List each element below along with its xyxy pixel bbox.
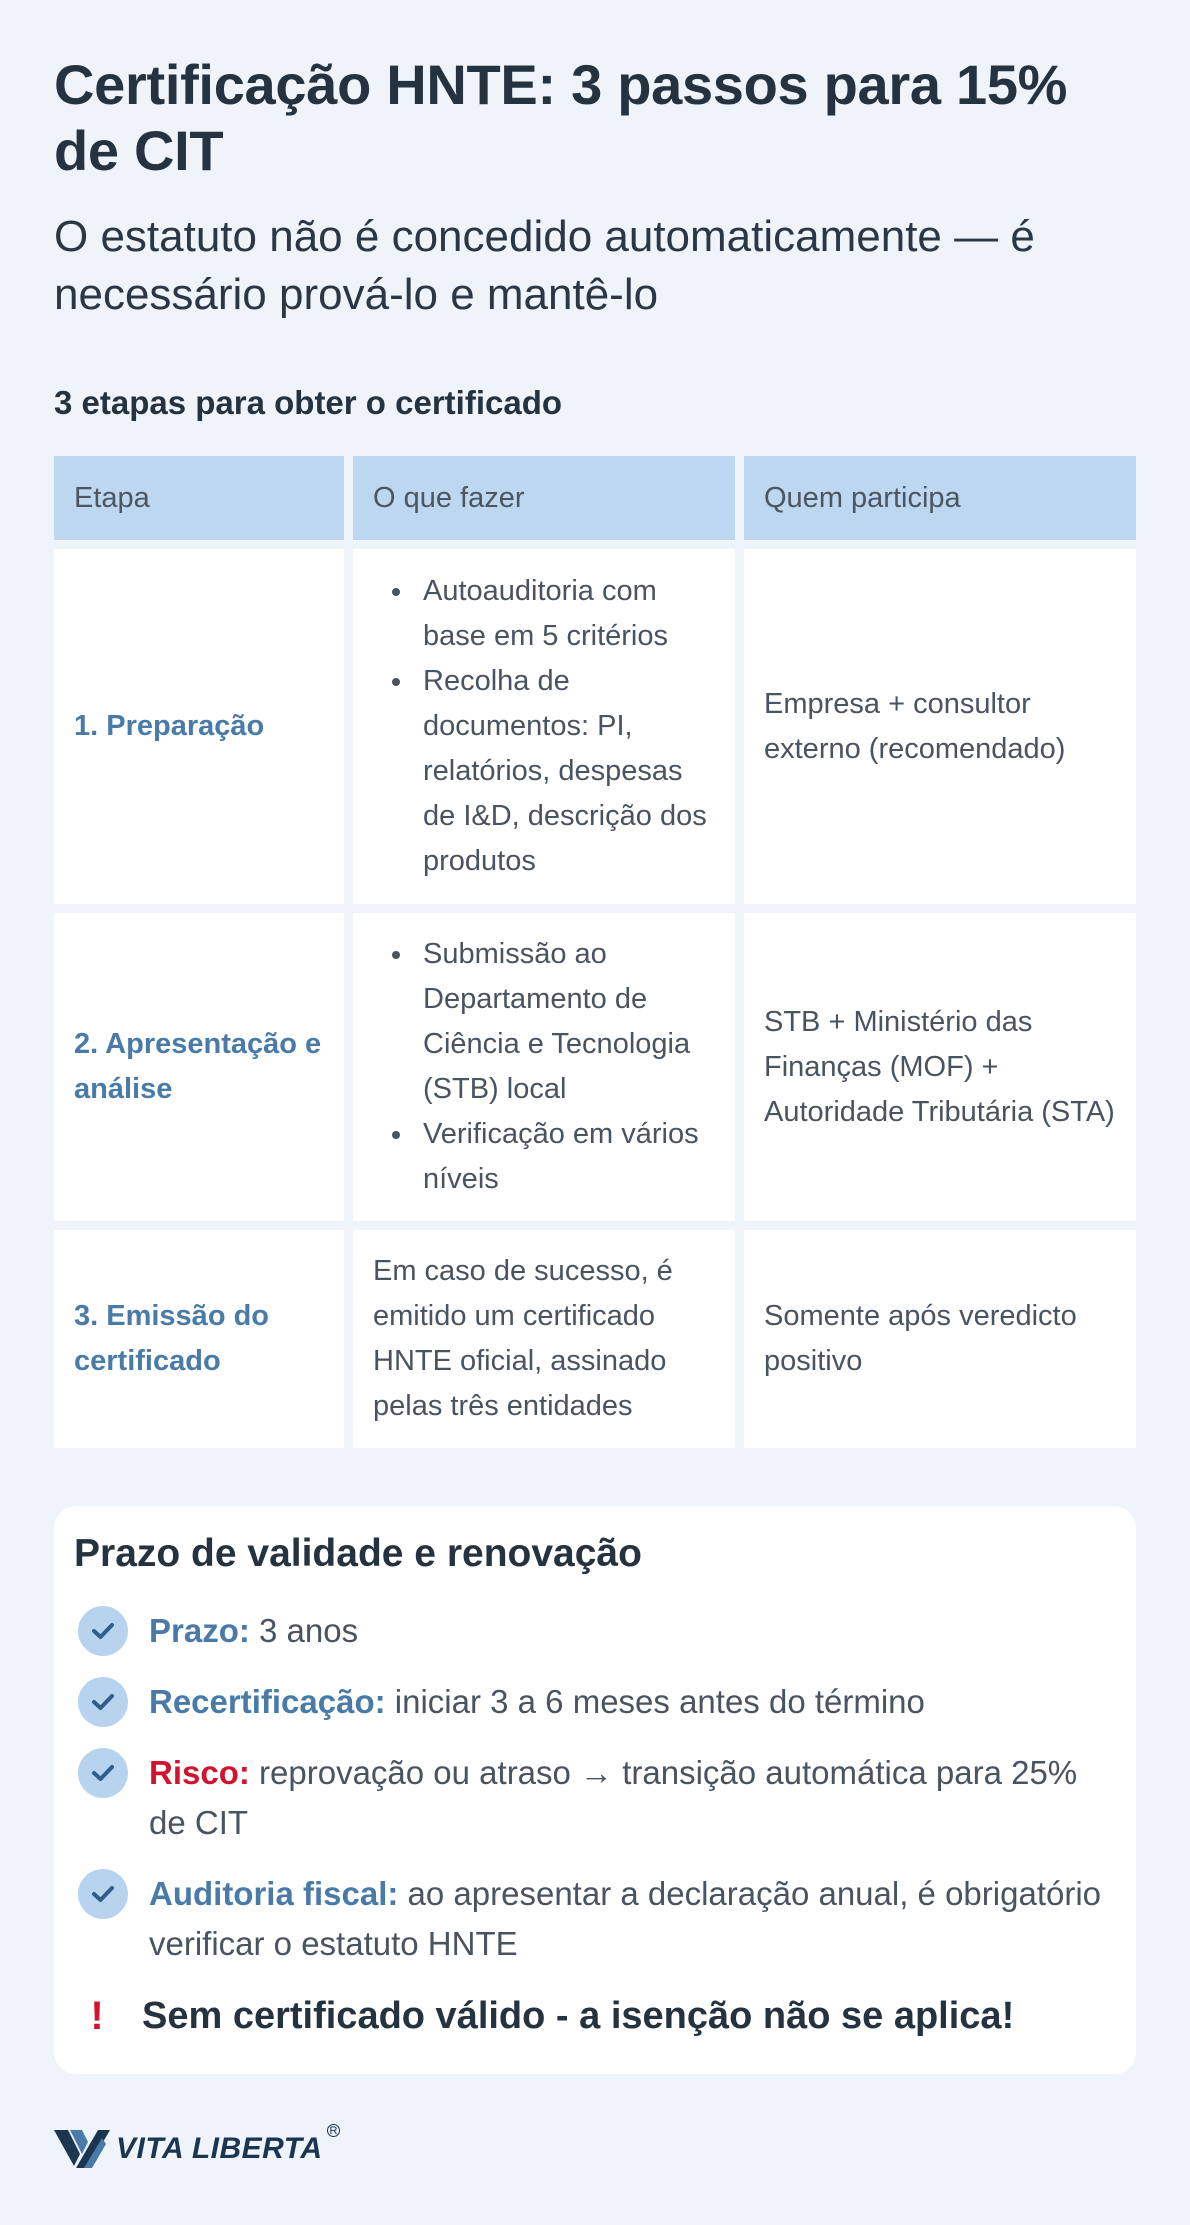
warning-text: Sem certificado válido - a isenção não se aplica!: [142, 1995, 1015, 2037]
validity-item: [74, 1748, 1116, 1848]
risk-label: Risco:: [149, 1754, 250, 1791]
table-cell-actions: [353, 549, 735, 904]
list-item: Verificação em vários níveis: [373, 1112, 715, 1202]
check-icon: [78, 1606, 128, 1656]
table-header-cell: O que fazer: [353, 456, 735, 540]
actions-list: [373, 569, 715, 884]
validity-item: [74, 1677, 1116, 1727]
validity-title: Prazo de validade e renovação: [74, 1532, 642, 1575]
table-header-cell: Quem participa: [744, 456, 1136, 540]
list-item: Autoauditoria com base em 5 critérios: [373, 569, 715, 659]
vita-liberta-logo-icon: [54, 2128, 110, 2170]
validity-item: [74, 1869, 1116, 1969]
check-icon: [78, 1748, 128, 1798]
table-cell-step: 3. Emissão do certificado: [54, 1230, 344, 1448]
table-cell-step: 2. Apresentação e análise: [54, 913, 344, 1221]
validity-item-text: ao apresentar a declaração anual, é obrigatório verificar o estatuto HNTE: [149, 1875, 1102, 1962]
brand-name: VITA LIBERTA: [116, 2132, 323, 2165]
brand-logo: [54, 2124, 338, 2170]
steps-section-title: 3 etapas para obter o certificado: [54, 384, 563, 421]
validity-item-label: Prazo:: [149, 1612, 250, 1649]
table-cell-participants: STB + Ministério das Finanças (MOF) + Autoridade Tributária (STA): [744, 913, 1136, 1221]
validity-item: [74, 1606, 1116, 1656]
validity-card: [54, 1506, 1136, 2074]
list-item: Submissão ao Departamento de Ciência e Tecnologia (STB) local: [373, 932, 715, 1112]
page-subtitle: O estatuto não é concedido automaticamente — é necessário prová-lo e mantê-lo: [54, 212, 1035, 319]
validity-item-text: 3 anos: [249, 1612, 359, 1649]
validity-item-label: Recertificação:: [149, 1683, 386, 1720]
actions-list: [373, 932, 715, 1202]
validity-item-label: Auditoria fiscal:: [149, 1875, 399, 1912]
list-item: Recolha de documentos: PI, relatórios, despesas de I&D, descrição dos produtos: [373, 659, 715, 884]
page-title: Certificação HNTE: 3 passos para 15% de CIT: [54, 53, 1068, 182]
registered-icon: R: [327, 2124, 340, 2137]
table-header-cell: Etapa: [54, 456, 344, 540]
check-icon: [78, 1677, 128, 1727]
table-cell-actions: Em caso de sucesso, é emitido um certificado HNTE oficial, assinado pelas três entidades: [353, 1230, 735, 1448]
steps-table: [54, 456, 1136, 1448]
table-cell-participants: Somente após veredicto positivo: [744, 1230, 1136, 1448]
table-cell-participants: Empresa + consultor externo (recomendado): [744, 549, 1136, 904]
validity-item-text: iniciar 3 a 6 meses antes do término: [385, 1683, 925, 1720]
warning-note: [74, 1994, 1014, 2039]
table-cell-step: 1. Preparação: [54, 549, 344, 904]
table-cell-actions: [353, 913, 735, 1221]
check-icon: [78, 1869, 128, 1919]
validity-item-text: reprovação ou atraso → transição automática para 25% de CIT: [149, 1754, 1078, 1841]
exclamation-icon: !: [90, 1994, 104, 2038]
